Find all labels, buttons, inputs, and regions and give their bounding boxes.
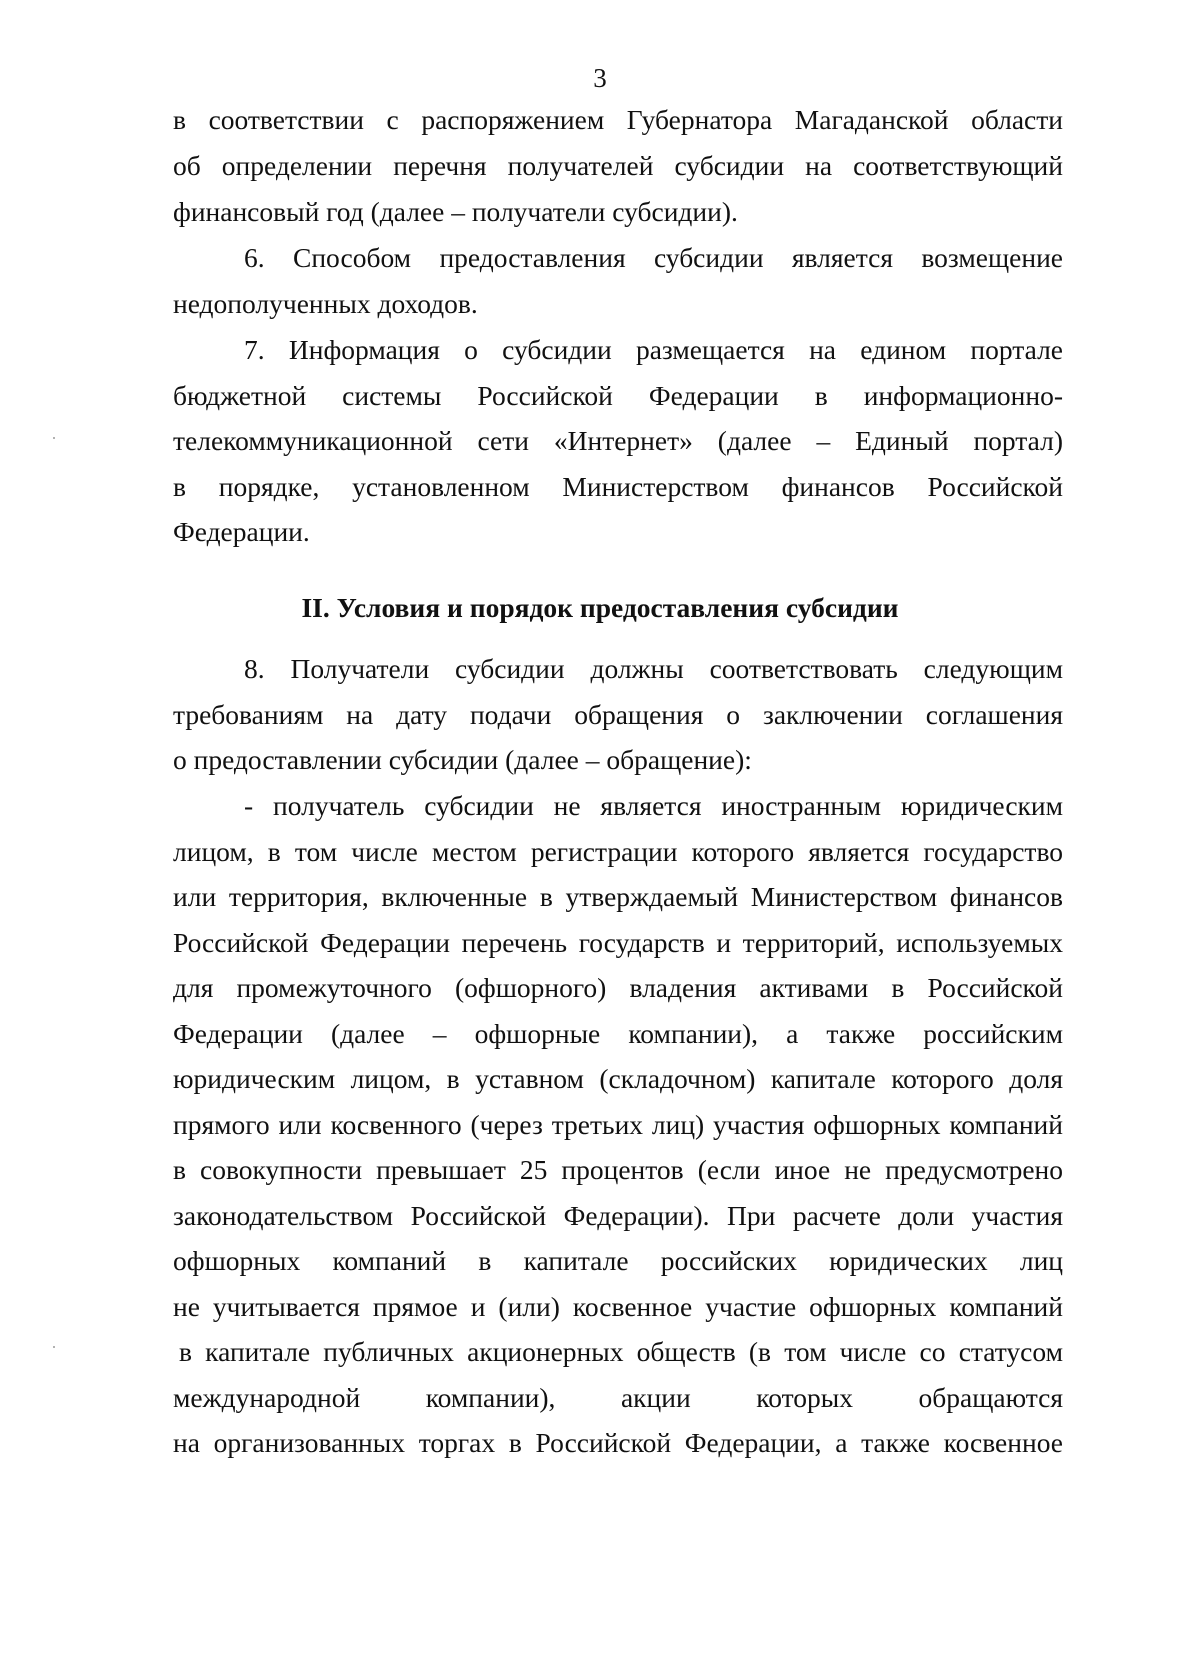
scan-speck (53, 437, 55, 439)
paragraph-6-line: недополученных доходов. (173, 288, 478, 319)
paragraph-7-line: Федерации. (173, 516, 310, 547)
scan-speck (53, 1346, 55, 1348)
bullet-line: международной компании), акции которых обращаются (173, 1382, 1063, 1413)
text-line: финансовый год (далее – получатели субсидии). (173, 196, 738, 227)
bullet-line: в совокупности превышает 25 процентов (если иное не предусмотрено (173, 1154, 1063, 1185)
bullet-line: юридическим лицом, в уставном (складочном) капитале которого доля (173, 1063, 1063, 1094)
paragraph-7-line: бюджетной системы Российской Федерации в информационно- (173, 380, 1063, 411)
paragraph-8-line: 8. Получатели субсидии должны соответствовать следующим (244, 653, 1063, 684)
bullet-line: прямого или косвенного (через третьих лиц) участия офшорных компаний (173, 1109, 1063, 1140)
bullet-line: законодательством Российской Федерации). При расчете доли участия (173, 1200, 1063, 1231)
section-heading: II. Условия и порядок предоставления субсидии (301, 592, 899, 623)
bullet-line: лицом, в том числе местом регистрации которого является государство (173, 836, 1063, 867)
paragraph-8-line: требованиям на дату подачи обращения о заключении соглашения (173, 699, 1063, 730)
paragraph-8-line: о предоставлении субсидии (далее – обращение): (173, 744, 752, 775)
bullet-line: в капитале публичных акционерных обществ (в том числе со статусом (179, 1336, 1063, 1367)
bullet-line: для промежуточного (офшорного) владения активами в Российской (173, 972, 1063, 1003)
paragraph-7-line: 7. Информация о субсидии размещается на едином портале (244, 334, 1063, 365)
bullet-line: Российской Федерации перечень государств и территорий, используемых (173, 927, 1063, 958)
text-line: в соответствии с распоряжением Губернатора Магаданской области (173, 104, 1063, 135)
bullet-line: или территория, включенные в утверждаемый Министерством финансов (173, 881, 1063, 912)
bullet-line: Федерации (далее – офшорные компании), а также российским (173, 1018, 1063, 1049)
bullet-line: на организованных торгах в Российской Федерации, а также косвенное (173, 1427, 1063, 1458)
text-line: об определении перечня получателей субсидии на соответствующий (173, 150, 1063, 181)
paragraph-7-line: в порядке, установленном Министерством финансов Российской (173, 471, 1063, 502)
bullet-line: - получатель субсидии не является иностранным юридическим (244, 790, 1063, 821)
bullet-line: не учитывается прямое и (или) косвенное участие офшорных компаний (173, 1291, 1063, 1322)
paragraph-6-line: 6. Способом предоставления субсидии является возмещение (244, 242, 1063, 273)
bullet-line: офшорных компаний в капитале российских юридических лиц (173, 1245, 1063, 1276)
paragraph-7-line: телекоммуникационной сети «Интернет» (далее – Единый портал) (173, 425, 1063, 456)
page-number: 3 (593, 63, 607, 93)
